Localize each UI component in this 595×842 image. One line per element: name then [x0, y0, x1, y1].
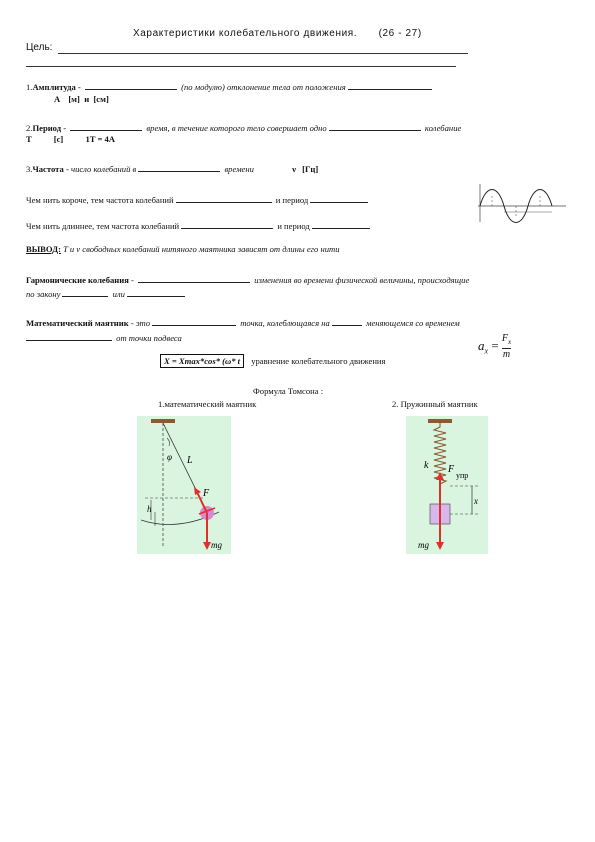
thread-short-blank-1[interactable] [176, 193, 272, 203]
harmonic-term: Гармонические колебания [26, 275, 129, 285]
accel-fraction [502, 333, 511, 361]
harmonic-dash: - [128, 275, 137, 285]
acceleration-formula [478, 333, 511, 361]
thread-long-blank-2[interactable] [312, 219, 370, 229]
label-h: h [147, 504, 152, 514]
thread-long-text: Чем нить длиннее, тем частота колебаний [26, 221, 180, 231]
conclusion-row [26, 244, 340, 255]
math-pendulum-blank-2[interactable] [332, 316, 362, 326]
spring-pendulum-diagram [406, 416, 488, 554]
thread-short-period: и период [275, 195, 309, 205]
frequency-definition-end: времени [224, 164, 254, 174]
harmonic-or: или [112, 289, 125, 299]
accel-a: a [478, 337, 485, 353]
math-pendulum-text: точка, колеблющаяся на [240, 318, 330, 328]
s2-dash: - [61, 123, 69, 133]
page-title [133, 28, 422, 39]
thread-short-blank-2[interactable] [310, 193, 368, 203]
period-blank-2[interactable] [329, 121, 421, 131]
math-pendulum-diagram [137, 416, 231, 554]
label-mg-left: mg [211, 540, 222, 550]
goal-label: Цель: [26, 42, 53, 53]
label-F: F [203, 488, 210, 499]
amplitude-blank-1[interactable] [85, 80, 177, 90]
s1-dash: - [75, 82, 83, 92]
period-unit: [с] [53, 134, 64, 144]
amplitude-term: Амплитуда [32, 82, 76, 92]
harmonic-row-1 [26, 273, 469, 286]
harmonic-row-2 [26, 287, 187, 300]
label-Fupr-sub: упр [456, 471, 469, 480]
conclusion-text: T и ν свободных колебаний нитяного маятника зависят от длины его нити [63, 244, 340, 254]
label-L: L [187, 455, 193, 466]
period-units [26, 134, 115, 145]
math-pendulum-term: Математический маятник [26, 318, 129, 328]
math-pendulum-blank-1[interactable] [152, 316, 236, 326]
section-frequency [26, 162, 318, 175]
section-period [26, 121, 461, 134]
math-pendulum-mount [151, 419, 175, 423]
math-pendulum-row-1 [26, 316, 460, 329]
period-symbol: T [26, 134, 32, 144]
label-mg-right: mg [418, 540, 429, 550]
period-definition-end: колебание [424, 123, 462, 133]
section-amplitude [26, 80, 434, 93]
period-blank-1[interactable] [70, 121, 142, 131]
frequency-blank[interactable] [138, 162, 220, 172]
harmonic-definition: изменения во времени физической величины, происходящие [254, 275, 470, 285]
math-pendulum-this: это [135, 318, 151, 328]
s3-number: 3. [26, 164, 33, 174]
math-pendulum-changing: меняющемся со временем [366, 318, 460, 328]
frequency-definition: число колебаний в [70, 164, 137, 174]
thread-long-blank-1[interactable] [181, 219, 273, 229]
label-x: x [474, 496, 478, 506]
thread-long-period: и период [277, 221, 310, 231]
equation-label: уравнение колебательного движения [251, 356, 386, 366]
period-definition: время, в течение которого тело совершает одно [146, 123, 327, 133]
thomson-title: Формула Томсона : [253, 386, 324, 396]
frequency-unit: [Гц] [302, 164, 319, 174]
title-text: Характеристики колебательного движения. [133, 28, 358, 39]
harmonic-law: по закону [26, 289, 61, 299]
frequency-symbol: ν [292, 164, 296, 174]
s1-number: 1. [26, 82, 33, 92]
equation-row [160, 356, 385, 367]
thread-long-row [26, 219, 372, 232]
conclusion-label: ВЫВОД: [26, 244, 61, 254]
period-term: Период [32, 123, 62, 133]
label-Fupr-F: F [448, 464, 455, 475]
math-pendulum-end: от точки подвеса [116, 333, 182, 343]
harmonic-blank-3[interactable] [127, 287, 185, 297]
harmonic-blank-1[interactable] [138, 273, 250, 283]
accel-num: F [501, 333, 509, 344]
goal-line-1 [58, 53, 468, 54]
label-k: k [424, 460, 429, 471]
math-pendulum-bg [137, 416, 231, 554]
spring-pendulum-bg [406, 416, 488, 554]
goal-line-2 [26, 66, 456, 67]
s3-dash: - [63, 164, 71, 174]
period-equation: 1T = 4A [85, 134, 116, 144]
math-pendulum-dash: - [128, 318, 136, 328]
amplitude-definition: (по модулю) отклонение тела от положения [181, 82, 346, 92]
spring-mount [428, 419, 452, 423]
thread-short-text: Чем нить короче, тем частота колебаний [26, 195, 174, 205]
page-range: (26 - 27) [378, 28, 422, 39]
frequency-term: Частота [32, 164, 64, 174]
left-figure-caption: 1.математический маятник [158, 399, 257, 409]
right-figure-caption: 2. Пружинный маятник [392, 399, 478, 409]
amplitude-blank-2[interactable] [348, 80, 432, 90]
harmonic-blank-2[interactable] [62, 287, 108, 297]
accel-eq: = [491, 337, 499, 353]
amplitude-units: A [м] и [см] [54, 94, 109, 104]
accel-den: m [502, 349, 511, 360]
math-pendulum-blank-3[interactable] [26, 331, 112, 341]
math-pendulum-row-2 [26, 331, 182, 344]
accel-sub: x [484, 346, 489, 356]
thread-short-row [26, 193, 370, 206]
label-phi: φ [167, 452, 172, 462]
sine-graph [470, 176, 570, 228]
accel-num-sub: x [508, 338, 512, 346]
equation-box: X = Xmax*cos* (ω* t [160, 354, 244, 368]
s2-number: 2. [26, 123, 33, 133]
